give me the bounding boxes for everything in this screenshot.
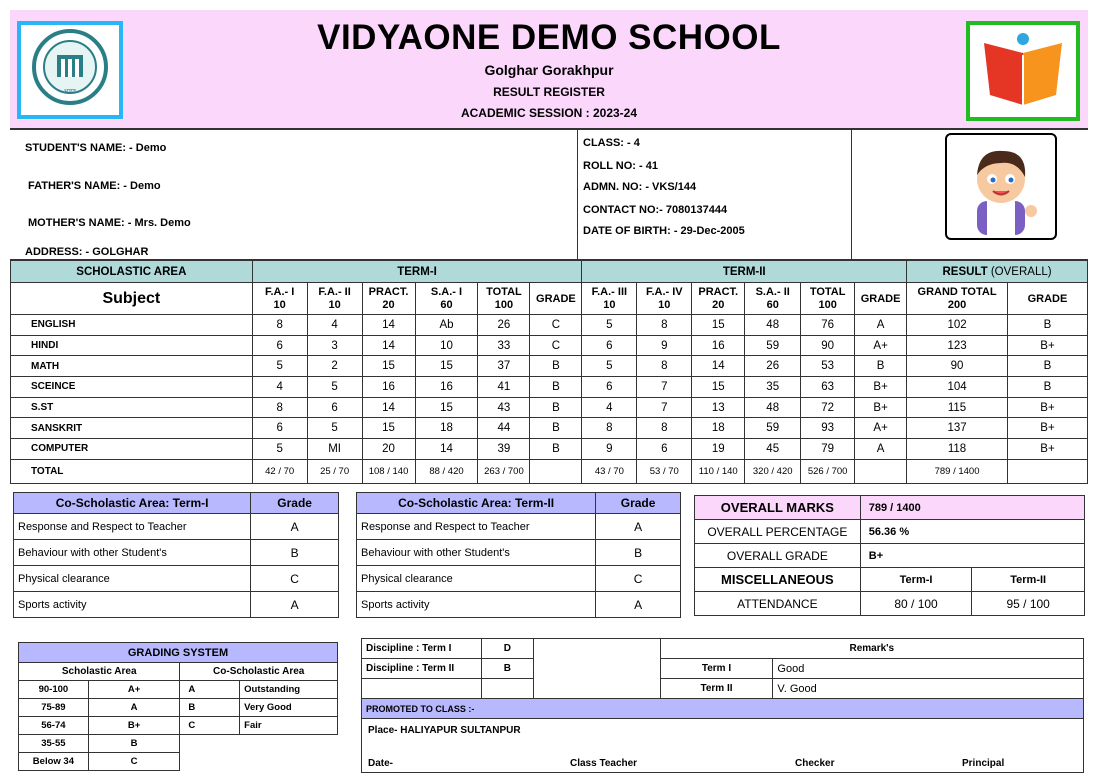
mark-cell: B+ — [855, 377, 907, 398]
register-title: RESULT REGISTER — [493, 85, 605, 99]
term2-col-2 — [692, 283, 745, 315]
term1-col-1-label: F.A.- II — [318, 285, 351, 298]
mark-cell: 79 — [801, 439, 855, 460]
mark-cell: 37 — [478, 356, 530, 377]
mark-cell: 90 — [907, 356, 1008, 377]
signature-row — [362, 743, 1084, 773]
mark-cell: 8 — [252, 397, 307, 418]
overall-marks: 789 / 1400 — [860, 496, 1084, 520]
grading-cell: B — [180, 699, 240, 717]
term2-col-3-label: S.A.- II — [755, 285, 790, 298]
co-row — [14, 592, 339, 618]
mark-cell: B+ — [1007, 418, 1087, 439]
mark-cell: 33 — [478, 335, 530, 356]
mark-cell: 35 — [745, 377, 801, 398]
remark-term1-label: Term I — [660, 659, 773, 679]
overall-grade-header: GRADE — [1007, 283, 1087, 315]
subject-row — [11, 397, 1088, 418]
term1-col-3-label: S.A.- I — [430, 285, 463, 298]
term2-col-1-max: 10 — [658, 298, 671, 311]
subject-name: COMPUTER — [11, 439, 253, 460]
remark-term1: Good — [773, 659, 1084, 679]
term2-col-4-max: 100 — [818, 298, 837, 311]
marks-table — [10, 260, 1088, 484]
mark-cell: B — [1007, 377, 1087, 398]
mark-cell: 5 — [252, 439, 307, 460]
total-cell: 42 / 70 — [252, 459, 307, 483]
term2-col-0-label: F.A.- III — [591, 285, 628, 298]
mark-cell: 115 — [907, 397, 1008, 418]
term2-col-4-label: TOTAL — [809, 285, 846, 298]
term1-col-3 — [415, 283, 478, 315]
term2-col-0-max: 10 — [603, 298, 616, 311]
subject-row — [11, 439, 1088, 460]
mark-cell: 3 — [307, 335, 362, 356]
mark-cell: 15 — [362, 356, 415, 377]
mark-cell: MI — [307, 439, 362, 460]
class-teacher-label: Class Teacher — [570, 757, 638, 769]
grading-cell: 56-74 — [19, 717, 89, 735]
mark-cell: B — [530, 397, 582, 418]
grading-row — [19, 699, 338, 717]
activity-name: Response and Respect to Teacher — [357, 514, 596, 540]
activity-grade: C — [251, 566, 339, 592]
mark-cell: 7 — [637, 397, 692, 418]
mark-cell: 18 — [692, 418, 745, 439]
result-label: RESULT — [942, 265, 988, 278]
place: Place- HALIYAPUR SULTANPUR — [362, 719, 1084, 743]
total-cell: 526 / 700 — [801, 459, 855, 483]
mark-cell: 48 — [745, 315, 801, 336]
mark-cell: 4 — [582, 397, 637, 418]
term1-col-2 — [362, 283, 415, 315]
mark-cell: 15 — [692, 377, 745, 398]
activity-grade: A — [251, 592, 339, 618]
attendance-term2: 95 / 100 — [972, 592, 1085, 616]
activity-name: Physical clearance — [357, 566, 596, 592]
contact-no: CONTACT NO:- 7080137444 — [583, 204, 728, 216]
subject-name: S.ST — [11, 397, 253, 418]
mark-cell: B — [530, 356, 582, 377]
student-info — [10, 130, 1088, 260]
term1-col-4 — [478, 283, 530, 315]
mark-cell: 6 — [252, 335, 307, 356]
co1-title: Co-Scholastic Area: Term-I — [14, 493, 251, 514]
total-label: TOTAL — [11, 459, 253, 483]
term2-col-1-label: F.A.- IV — [645, 285, 683, 298]
total-cell: 110 / 140 — [692, 459, 745, 483]
mark-cell: 16 — [692, 335, 745, 356]
term1-col-2-label: PRACT. — [368, 285, 409, 298]
mark-cell: C — [530, 315, 582, 336]
mark-cell: 102 — [907, 315, 1008, 336]
subject-row — [11, 335, 1088, 356]
remark-term2-label: Term II — [660, 679, 773, 699]
mark-cell: 14 — [362, 397, 415, 418]
term1-col-3-max: 60 — [440, 298, 453, 311]
activity-grade: B — [596, 540, 681, 566]
mark-cell: B+ — [1007, 439, 1087, 460]
mark-cell: B+ — [1007, 335, 1087, 356]
logo-motto: भारत — [64, 88, 76, 95]
miscellaneous-label: MISCELLANEOUS — [695, 568, 861, 592]
father-name: FATHER'S NAME: - Demo — [28, 180, 161, 192]
result-header — [907, 261, 1088, 283]
mark-cell: 93 — [801, 418, 855, 439]
mark-cell: 14 — [692, 356, 745, 377]
mark-cell: 14 — [362, 315, 415, 336]
term1-col-0-max: 10 — [273, 298, 286, 311]
mark-cell: 5 — [252, 356, 307, 377]
admission-no: ADMN. NO: - VKS/144 — [583, 181, 697, 193]
co-scholastic-term1 — [13, 492, 339, 618]
co-row — [14, 566, 339, 592]
mark-cell: 15 — [415, 397, 478, 418]
subject-header: Subject — [11, 283, 253, 315]
activity-grade: A — [596, 514, 681, 540]
term1-col-0-label: F.A.- I — [264, 285, 295, 298]
mother-name: MOTHER'S NAME: - Mrs. Demo — [28, 217, 191, 229]
grading-cell: C — [180, 717, 240, 735]
co2-title: Co-Scholastic Area: Term-II — [357, 493, 596, 514]
co1-grade-header: Grade — [251, 493, 339, 514]
divider — [851, 130, 852, 260]
activity-name: Sports activity — [357, 592, 596, 618]
mark-cell: 14 — [362, 335, 415, 356]
term1-col-0 — [252, 283, 307, 315]
activity-name: Physical clearance — [14, 566, 251, 592]
mark-cell: 16 — [362, 377, 415, 398]
grading-title: GRADING SYSTEM — [19, 643, 338, 663]
attendance-term1: 80 / 100 — [860, 592, 972, 616]
mark-cell: 6 — [252, 418, 307, 439]
grading-cell: A+ — [88, 681, 180, 699]
mark-cell: Ab — [415, 315, 478, 336]
grading-cell: 35-55 — [19, 735, 89, 753]
promoted-to-class: PROMOTED TO CLASS :- — [362, 699, 1084, 719]
scholastic-area-header: SCHOLASTIC AREA — [11, 261, 253, 283]
co-row — [357, 540, 681, 566]
grading-cell: A — [180, 681, 240, 699]
grading-cell: Outstanding — [240, 681, 338, 699]
mark-cell: 59 — [745, 418, 801, 439]
mark-cell: 6 — [582, 377, 637, 398]
mark-cell: 44 — [478, 418, 530, 439]
checker-label: Checker — [795, 757, 835, 769]
mark-cell: B — [1007, 315, 1087, 336]
total-row — [11, 459, 1088, 483]
mark-cell: 6 — [307, 397, 362, 418]
term2-grade-header: GRADE — [855, 283, 907, 315]
mark-cell: 118 — [907, 439, 1008, 460]
term2-col-0 — [582, 283, 637, 315]
mark-cell: A — [855, 439, 907, 460]
mark-cell: 59 — [745, 335, 801, 356]
grading-cell — [240, 735, 338, 753]
term1-col-1-max: 10 — [328, 298, 341, 311]
discipline-term1: D — [481, 639, 533, 659]
activity-name: Behaviour with other Student's — [14, 540, 251, 566]
grading-cell: C — [88, 753, 180, 771]
grading-cell: 75-89 — [19, 699, 89, 717]
grading-row — [19, 681, 338, 699]
total-cell — [1007, 459, 1087, 483]
grading-cell: Very Good — [240, 699, 338, 717]
mark-cell: 20 — [362, 439, 415, 460]
activity-grade: A — [596, 592, 681, 618]
grading-cell: Below 34 — [19, 753, 89, 771]
mark-cell: 15 — [692, 315, 745, 336]
remarks-header: Remark's — [660, 639, 1083, 659]
mark-cell: A — [855, 315, 907, 336]
grading-cell — [240, 753, 338, 771]
academic-session: ACADEMIC SESSION : 2023-24 — [460, 106, 638, 120]
total-cell: 88 / 420 — [415, 459, 478, 483]
term2-col-4 — [801, 283, 855, 315]
mark-cell: 4 — [307, 315, 362, 336]
term1-col-1 — [307, 283, 362, 315]
total-cell: 25 / 70 — [307, 459, 362, 483]
mark-cell: 8 — [637, 356, 692, 377]
mark-cell: 6 — [637, 439, 692, 460]
mark-cell: 90 — [801, 335, 855, 356]
term2-col-1 — [637, 283, 692, 315]
term1-col-4-max: 100 — [494, 298, 514, 311]
subject-name: HINDI — [11, 335, 253, 356]
mark-cell: B — [1007, 356, 1087, 377]
grading-row — [19, 735, 338, 753]
total-cell: 43 / 70 — [582, 459, 637, 483]
mark-cell: 18 — [415, 418, 478, 439]
grading-cell: A — [88, 699, 180, 717]
mark-cell: B+ — [1007, 397, 1087, 418]
total-cell: 789 / 1400 — [907, 459, 1008, 483]
mark-cell: 5 — [582, 315, 637, 336]
mark-cell: B — [855, 356, 907, 377]
subject-name: SCEINCE — [11, 377, 253, 398]
mark-cell: 7 — [637, 377, 692, 398]
mark-cell: 104 — [907, 377, 1008, 398]
roll-no: ROLL NO: - 41 — [583, 160, 658, 172]
mark-cell: 45 — [745, 439, 801, 460]
student-name: STUDENT'S NAME: - Demo — [25, 142, 167, 154]
mark-cell: 13 — [692, 397, 745, 418]
mark-cell: 5 — [307, 418, 362, 439]
mark-cell: 8 — [582, 418, 637, 439]
mark-cell: B — [530, 377, 582, 398]
mark-cell: 41 — [478, 377, 530, 398]
subject-name: SANSKRIT — [11, 418, 253, 439]
discipline-remarks-table — [361, 638, 1084, 773]
subject-name: MATH — [11, 356, 253, 377]
grading-scholastic-header: Scholastic Area — [19, 663, 180, 681]
subject-row — [11, 315, 1088, 336]
total-cell — [855, 459, 907, 483]
attendance-label: ATTENDANCE — [695, 592, 861, 616]
total-cell: 53 / 70 — [637, 459, 692, 483]
mark-cell: B+ — [855, 397, 907, 418]
co-row — [357, 514, 681, 540]
total-cell: 108 / 140 — [362, 459, 415, 483]
mark-cell: 4 — [252, 377, 307, 398]
mark-cell: 6 — [582, 335, 637, 356]
term1-col-2-max: 20 — [382, 298, 395, 311]
mark-cell: B — [530, 439, 582, 460]
co2-grade-header: Grade — [596, 493, 681, 514]
grand-total-header-label: GRAND TOTAL — [917, 285, 997, 298]
grading-cell — [180, 735, 240, 753]
grading-system-table — [18, 642, 338, 771]
mark-cell: 26 — [745, 356, 801, 377]
overall-marks-label: OVERALL MARKS — [695, 496, 861, 520]
grading-coscholastic-header: Co-Scholastic Area — [180, 663, 338, 681]
term2-header: TERM-II — [582, 261, 907, 283]
activity-grade: A — [251, 514, 339, 540]
mark-cell: 39 — [478, 439, 530, 460]
co-row — [14, 540, 339, 566]
mark-cell: 63 — [801, 377, 855, 398]
address: ADDRESS: - GOLGHAR — [25, 246, 149, 258]
mark-cell: 123 — [907, 335, 1008, 356]
principal-label: Principal — [962, 757, 1005, 769]
mark-cell: 10 — [415, 335, 478, 356]
mark-cell: 9 — [582, 439, 637, 460]
discipline-term2-label: Discipline : Term II — [362, 659, 482, 679]
overall-grade-label: OVERALL GRADE — [695, 544, 861, 568]
activity-name: Response and Respect to Teacher — [14, 514, 251, 540]
activity-grade: C — [596, 566, 681, 592]
mark-cell: 48 — [745, 397, 801, 418]
mark-cell: 8 — [637, 315, 692, 336]
subject-row — [11, 377, 1088, 398]
class: CLASS: - 4 — [583, 137, 640, 149]
mark-cell: 137 — [907, 418, 1008, 439]
grading-row — [19, 753, 338, 771]
result-sublabel: (OVERALL) — [987, 265, 1052, 278]
mark-cell: 15 — [415, 356, 478, 377]
overall-percentage: 56.36 % — [860, 520, 1084, 544]
mark-cell: B — [530, 418, 582, 439]
overall-table — [694, 495, 1085, 616]
grading-cell: Fair — [240, 717, 338, 735]
subject-row — [11, 418, 1088, 439]
total-cell — [530, 459, 582, 483]
subject-name: ENGLISH — [11, 315, 253, 336]
grand-total-header — [907, 283, 1008, 315]
school-location: Golghar Gorakhpur — [484, 62, 614, 78]
mark-cell: 9 — [637, 335, 692, 356]
term2-col-3 — [745, 283, 801, 315]
date-of-birth: DATE OF BIRTH: - 29-Dec-2005 — [583, 225, 745, 237]
grand-total-header-max: 200 — [947, 298, 967, 311]
mark-cell: 76 — [801, 315, 855, 336]
term2-col-2-label: PRACT. — [698, 285, 739, 298]
mark-cell: 72 — [801, 397, 855, 418]
grading-cell: B — [88, 735, 180, 753]
term2-col-3-max: 60 — [766, 298, 779, 311]
co-row — [357, 592, 681, 618]
grading-cell — [180, 753, 240, 771]
total-cell: 263 / 700 — [478, 459, 530, 483]
term2-col-2-max: 20 — [712, 298, 725, 311]
mark-cell: 5 — [582, 356, 637, 377]
mark-cell: 43 — [478, 397, 530, 418]
misc-term1-header: Term-I — [860, 568, 972, 592]
mark-cell: A+ — [855, 335, 907, 356]
co-row — [14, 514, 339, 540]
grading-row — [19, 717, 338, 735]
term1-grade-header: GRADE — [530, 283, 582, 315]
activity-name: Sports activity — [14, 592, 251, 618]
mark-cell: 2 — [307, 356, 362, 377]
term1-col-4-label: TOTAL — [486, 285, 522, 298]
overall-percentage-label: OVERALL PERCENTAGE — [695, 520, 861, 544]
mark-cell: 8 — [637, 418, 692, 439]
school-name: VIDYAONE DEMO SCHOOL — [317, 18, 781, 57]
mark-cell: 14 — [415, 439, 478, 460]
misc-term2-header: Term-II — [972, 568, 1085, 592]
activity-grade: B — [251, 540, 339, 566]
remark-term2: V. Good — [773, 679, 1084, 699]
co-scholastic-term2 — [356, 492, 681, 618]
mark-cell: 16 — [415, 377, 478, 398]
discipline-term1-label: Discipline : Term I — [362, 639, 482, 659]
mark-cell: 19 — [692, 439, 745, 460]
activity-name: Behaviour with other Student's — [357, 540, 596, 566]
mark-cell: C — [530, 335, 582, 356]
co-row — [357, 566, 681, 592]
divider — [577, 130, 578, 260]
mark-cell: A+ — [855, 418, 907, 439]
date-label: Date- — [368, 757, 394, 769]
subject-row — [11, 356, 1088, 377]
overall-grade: B+ — [860, 544, 1084, 568]
grading-cell: 90-100 — [19, 681, 89, 699]
grading-cell: B+ — [88, 717, 180, 735]
mark-cell: 53 — [801, 356, 855, 377]
total-cell: 320 / 420 — [745, 459, 801, 483]
mark-cell: 26 — [478, 315, 530, 336]
discipline-term2: B — [481, 659, 533, 679]
student-photo — [945, 133, 1057, 240]
mark-cell: 15 — [362, 418, 415, 439]
mark-cell: 5 — [307, 377, 362, 398]
term1-header: TERM-I — [252, 261, 582, 283]
mark-cell: 8 — [252, 315, 307, 336]
